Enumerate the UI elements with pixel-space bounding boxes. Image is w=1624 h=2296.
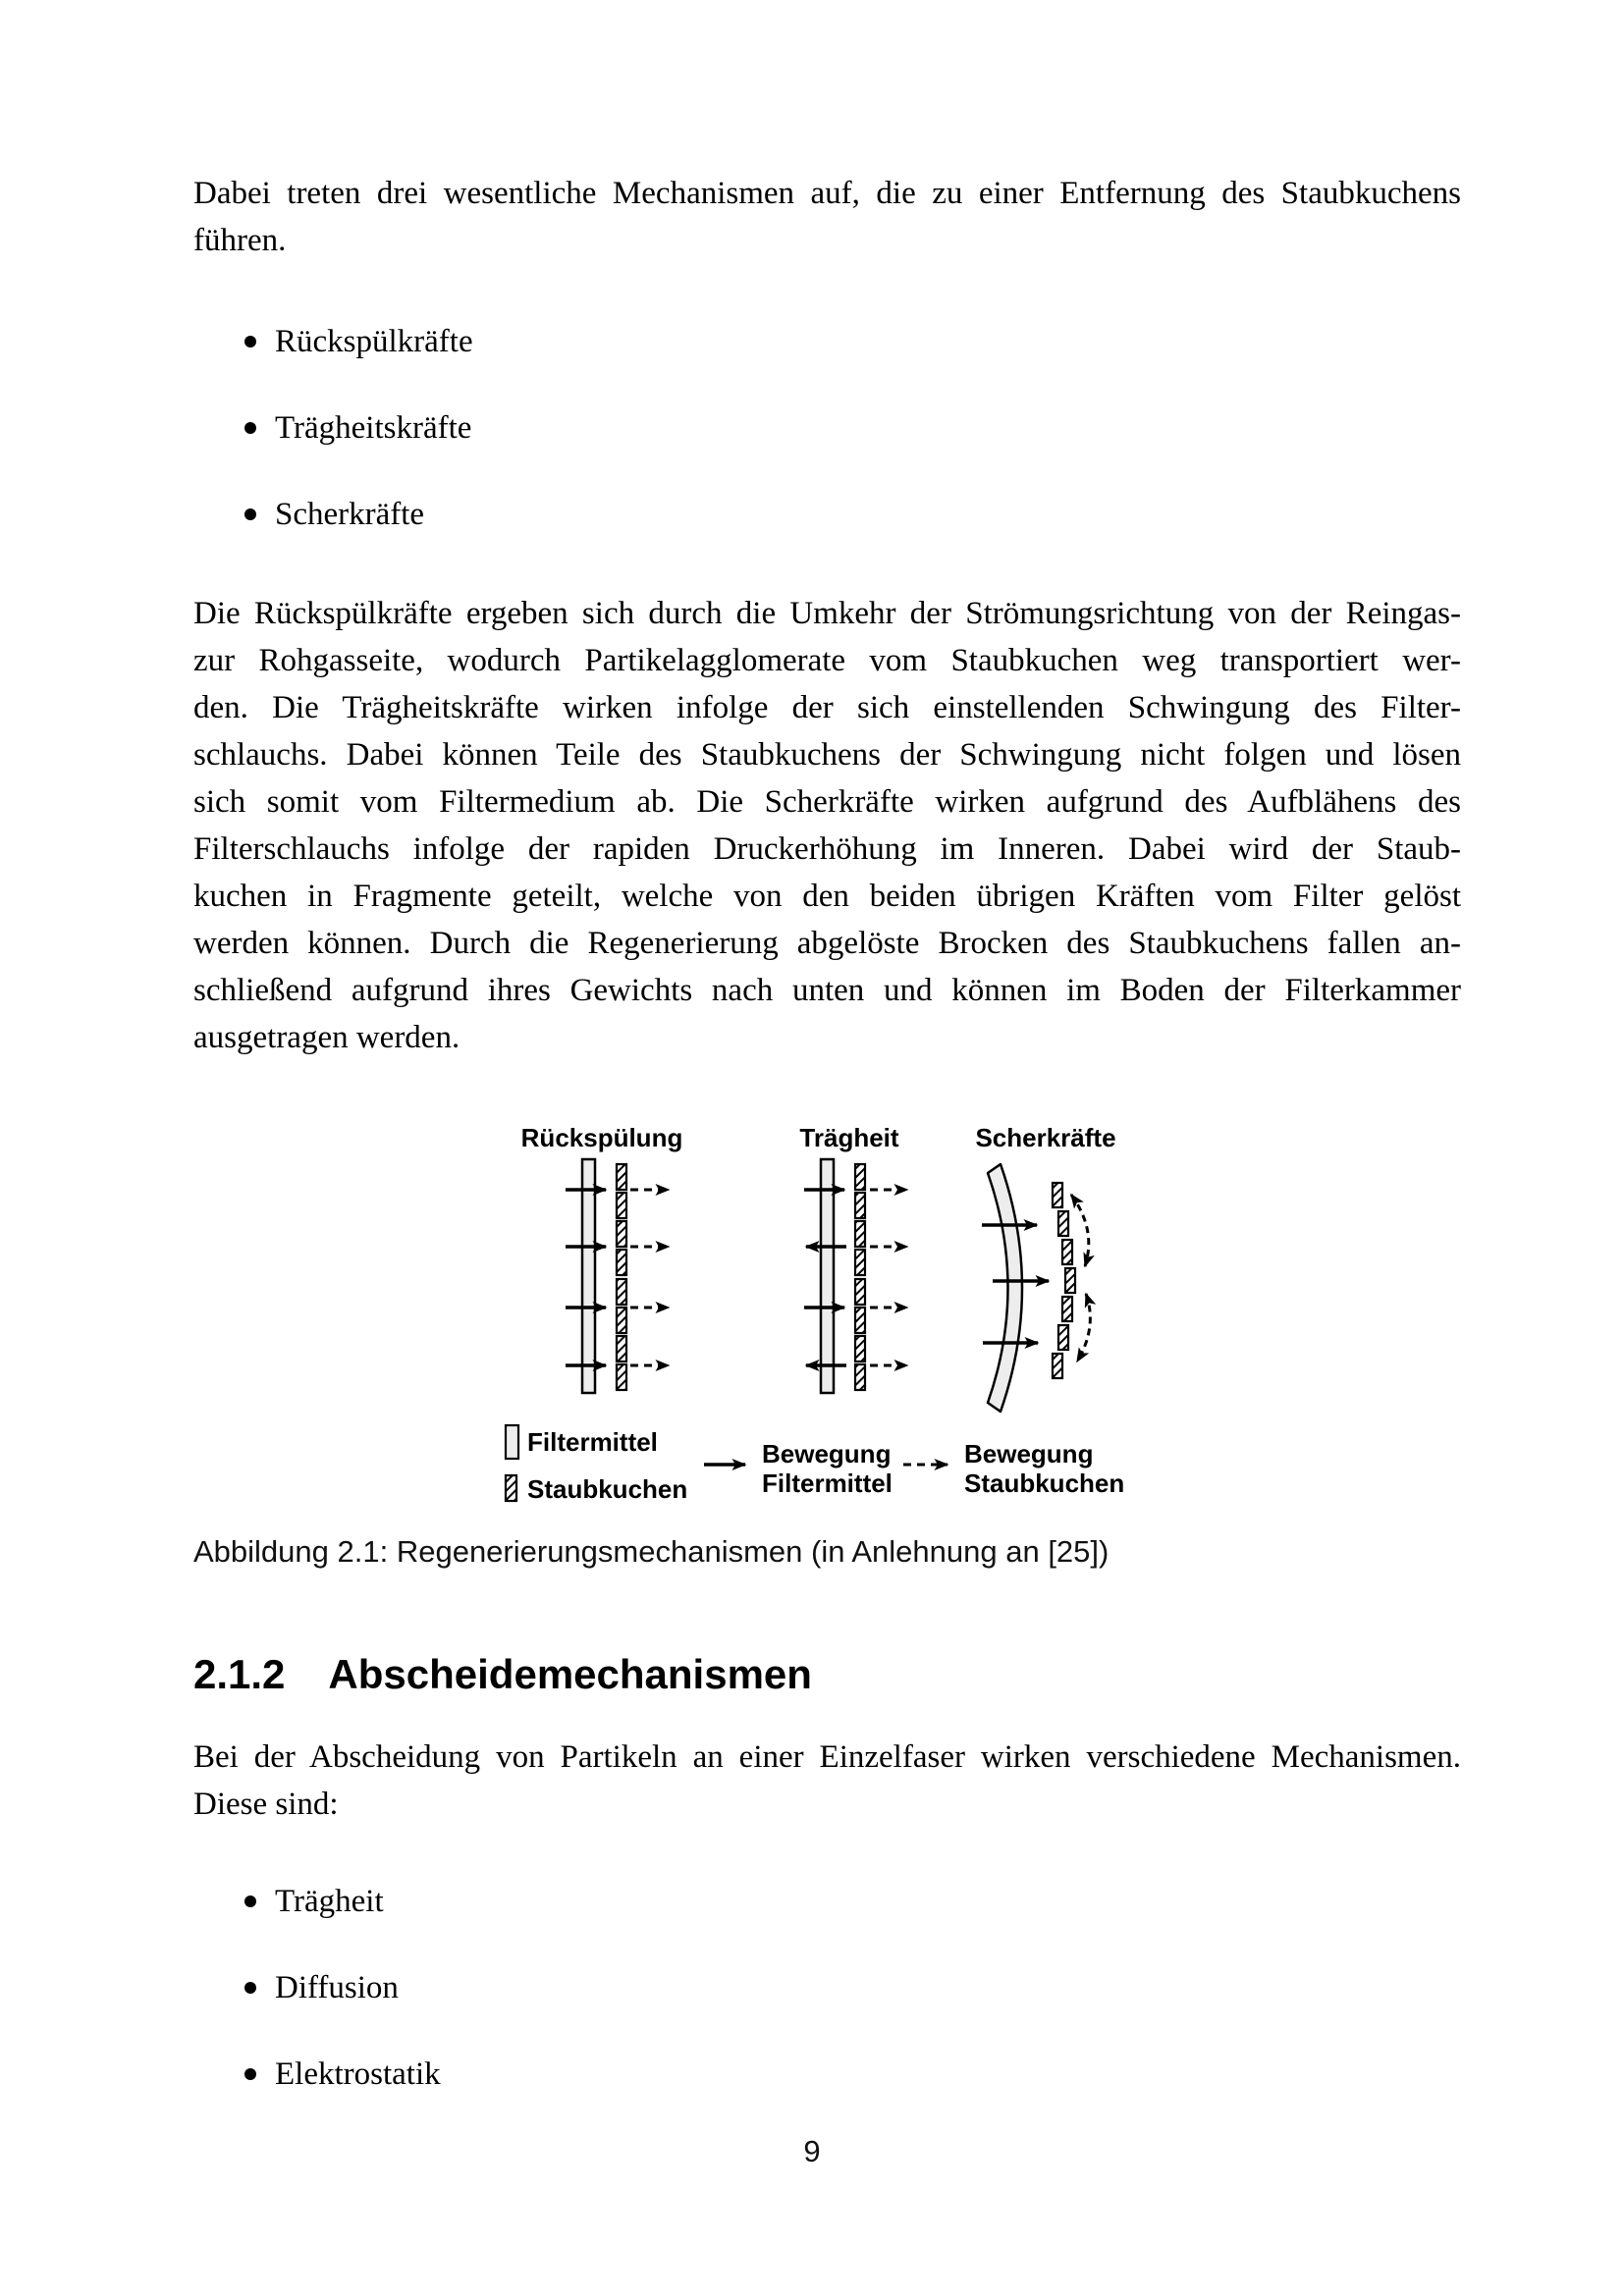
- panel-traegheit: [799, 1123, 907, 1393]
- bowed-filter-bar: [988, 1164, 1022, 1412]
- legend-filter-label: Filtermittel: [527, 1427, 658, 1457]
- text-line: Die Rückspülkräfte ergeben sich durch die Umkehr der Strömungsrichtung von der Reingas-: [193, 596, 1461, 631]
- text-line: schließend aufgrund ihres Gewichts nach unten und können im Boden der Filterkammer: [193, 973, 1461, 1008]
- list-item: [193, 1878, 1461, 1925]
- legend-movement-dust-line1: Bewegung: [964, 1439, 1094, 1468]
- bullet-icon: [244, 422, 256, 434]
- figure-caption: Abbildung 2.1: Regenerierungsmechanismen (in Anlehnung an [25]): [193, 1534, 1110, 1569]
- section-heading: [193, 1651, 1461, 1698]
- legend-filter-swatch: [506, 1425, 518, 1459]
- list-item: [193, 318, 1461, 365]
- figure-legend: [506, 1425, 1124, 1504]
- legend-movement-dust-line2: Staubkuchen: [964, 1468, 1125, 1498]
- legend-movement-filter-line2: Filtermittel: [762, 1468, 893, 1498]
- paragraph-intro: [193, 170, 1461, 264]
- list-item-label: Rückspülkräfte: [275, 324, 473, 359]
- bullet-list-separation: [193, 1878, 1461, 2137]
- bullet-icon: [244, 1896, 256, 1907]
- bullet-icon: [244, 336, 256, 347]
- cake-fragments: [1053, 1183, 1075, 1378]
- paragraph-section-intro: [193, 1734, 1461, 1828]
- figure-panel-title: Trägheit: [799, 1123, 899, 1152]
- list-item-label: Diffusion: [275, 1970, 399, 2005]
- text-line: führen.: [193, 223, 287, 258]
- section-number: 2.1.2: [193, 1651, 286, 1697]
- bullet-icon: [244, 1982, 256, 1994]
- legend-dust-label: Staubkuchen: [527, 1474, 688, 1504]
- text-line: kuchen in Fragmente geteilt, welche von den beiden übrigen Kräften vom Filter gelöst: [193, 879, 1461, 914]
- figure-panel-title: Scherkräfte: [975, 1123, 1116, 1152]
- page-number: 9: [803, 2134, 821, 2168]
- filter-bar: [582, 1159, 595, 1393]
- bullet-icon: [244, 2068, 256, 2080]
- dust-cake-column: [617, 1164, 626, 1390]
- text-line: werden können. Durch die Regenerierung abgelöste Brocken des Staubkuchens fallen an-: [193, 926, 1461, 961]
- list-item-label: Trägheitskräfte: [275, 410, 472, 446]
- text-line: Bei der Abscheidung von Partikeln an einer Einzelfaser wirken verschiedene Mechanismen.: [193, 1739, 1461, 1775]
- figure-panel-title: Rückspülung: [520, 1123, 683, 1152]
- text-line: ausgetragen werden.: [193, 1020, 460, 1055]
- bullet-icon: [244, 508, 256, 520]
- list-item: [193, 491, 1461, 538]
- text-line: Filterschlauchs infolge der rapiden Druckerhöhung im Inneren. Dabei wird der Staub-: [193, 831, 1461, 867]
- list-item: [193, 404, 1461, 452]
- panel-scherkraefte: [975, 1123, 1115, 1412]
- dust-cake-column: [855, 1164, 865, 1390]
- list-item: [193, 1964, 1461, 2011]
- list-item-label: Elektrostatik: [275, 2056, 441, 2092]
- text-line: den. Die Trägheitskräfte wirken infolge der sich einstellenden Schwingung des Filter-: [193, 690, 1461, 725]
- section-title: Abscheidemechanismen: [328, 1651, 812, 1697]
- dust-movement-arrows: [870, 1190, 907, 1365]
- legend-dust-swatch: [506, 1475, 516, 1501]
- panel-rueckspuelung: [521, 1123, 683, 1393]
- text-line: sich somit vom Filtermedium ab. Die Scherkräfte wirken aufgrund des Aufblähens des: [193, 784, 1461, 820]
- text-line: zur Rohgasseite, wodurch Partikelagglomerate vom Staubkuchen weg transportiert wer-: [193, 643, 1461, 678]
- bullet-list-regeneration: [193, 318, 1461, 577]
- list-item: [193, 2051, 1461, 2098]
- list-item-label: Scherkräfte: [275, 497, 425, 532]
- filter-bar: [821, 1159, 834, 1393]
- text-line: Diese sind:: [193, 1787, 339, 1822]
- figure-regeneration-mechanisms: [481, 1099, 1149, 1512]
- paragraph-body: [193, 590, 1461, 1061]
- text-line: Dabei treten drei wesentliche Mechanismen auf, die zu einer Entfernung des Staubkuchens: [193, 176, 1461, 211]
- dust-movement-arrows: [630, 1190, 669, 1365]
- legend-movement-filter-line1: Bewegung: [762, 1439, 892, 1468]
- text-line: schlauchs. Dabei können Teile des Staubkuchens der Schwingung nicht folgen und lösen: [193, 737, 1461, 773]
- list-item-label: Trägheit: [275, 1884, 384, 1919]
